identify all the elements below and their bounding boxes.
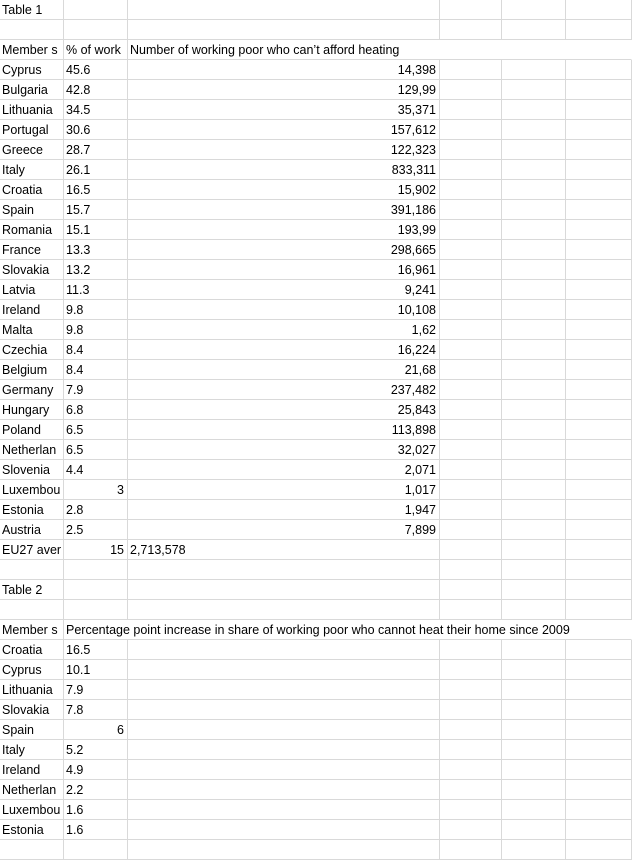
empty-cell[interactable] — [566, 720, 632, 740]
table1-percent-cell[interactable]: 15.1 — [64, 220, 128, 240]
empty-cell[interactable] — [502, 400, 566, 420]
table1-header-number[interactable]: Number of working poor who can’t afford heating — [128, 40, 632, 60]
table1-number-cell[interactable]: 1,017 — [128, 480, 440, 500]
empty-cell[interactable] — [440, 600, 502, 620]
table1-country-cell[interactable]: Greece — [0, 140, 64, 160]
table2-country-cell[interactable]: Ireland — [0, 760, 64, 780]
empty-cell[interactable] — [566, 400, 632, 420]
table1-percent-cell[interactable]: 45.6 — [64, 60, 128, 80]
table1-percent-cell[interactable]: 9.8 — [64, 300, 128, 320]
empty-cell[interactable] — [502, 740, 566, 760]
empty-cell[interactable] — [566, 340, 632, 360]
empty-cell[interactable] — [566, 560, 632, 580]
empty-cell[interactable] — [566, 640, 632, 660]
table1-country-cell[interactable]: Romania — [0, 220, 64, 240]
empty-cell[interactable] — [566, 100, 632, 120]
empty-cell[interactable] — [502, 320, 566, 340]
empty-cell[interactable] — [502, 440, 566, 460]
table1-country-cell[interactable]: Luxembou — [0, 480, 64, 500]
table1-number-cell[interactable]: 113,898 — [128, 420, 440, 440]
table2-country-cell[interactable]: Luxembou — [0, 800, 64, 820]
table1-number-cell[interactable]: 193,99 — [128, 220, 440, 240]
table2-value-cell[interactable]: 2.2 — [64, 780, 128, 800]
table2-value-cell[interactable]: 6 — [64, 720, 128, 740]
table2-value-cell[interactable]: 16.5 — [64, 640, 128, 660]
table1-number-cell[interactable]: 10,108 — [128, 300, 440, 320]
table1-percent-cell[interactable]: 8.4 — [64, 360, 128, 380]
empty-cell[interactable] — [440, 440, 502, 460]
table1-country-cell[interactable]: Estonia — [0, 500, 64, 520]
empty-cell[interactable] — [440, 480, 502, 500]
table1-percent-cell[interactable]: 7.9 — [64, 380, 128, 400]
table1-number-cell[interactable]: 833,311 — [128, 160, 440, 180]
empty-cell[interactable] — [502, 20, 566, 40]
table2-value-cell[interactable]: 7.8 — [64, 700, 128, 720]
empty-cell[interactable] — [0, 560, 64, 580]
table2-value-cell[interactable]: 1.6 — [64, 820, 128, 840]
empty-cell[interactable] — [566, 180, 632, 200]
empty-cell[interactable] — [64, 20, 128, 40]
table1-percent-cell[interactable]: 13.2 — [64, 260, 128, 280]
empty-cell[interactable] — [440, 740, 502, 760]
empty-cell[interactable] — [128, 760, 440, 780]
table1-percent-cell[interactable]: 4.4 — [64, 460, 128, 480]
table1-title[interactable]: Table 1 — [0, 0, 64, 20]
empty-cell[interactable] — [566, 140, 632, 160]
empty-cell[interactable] — [566, 480, 632, 500]
table2-country-cell[interactable]: Lithuania — [0, 680, 64, 700]
table2-header-increase[interactable]: Percentage point increase in share of working poor who cannot heat their home since 2009 — [64, 620, 632, 640]
table1-country-cell[interactable]: Portugal — [0, 120, 64, 140]
table1-percent-cell[interactable]: 26.1 — [64, 160, 128, 180]
empty-cell[interactable] — [440, 380, 502, 400]
empty-cell[interactable] — [502, 680, 566, 700]
table2-value-cell[interactable]: 4.9 — [64, 760, 128, 780]
table1-country-cell[interactable]: France — [0, 240, 64, 260]
empty-cell[interactable] — [502, 300, 566, 320]
table1-number-cell[interactable]: 16,961 — [128, 260, 440, 280]
empty-cell[interactable] — [128, 720, 440, 740]
empty-cell[interactable] — [566, 840, 632, 860]
table1-percent-cell[interactable]: 15.7 — [64, 200, 128, 220]
empty-cell[interactable] — [502, 460, 566, 480]
table1-number-cell[interactable]: 129,99 — [128, 80, 440, 100]
empty-cell[interactable] — [440, 640, 502, 660]
table2-country-cell[interactable]: Estonia — [0, 820, 64, 840]
empty-cell[interactable] — [64, 560, 128, 580]
empty-cell[interactable] — [502, 600, 566, 620]
empty-cell[interactable] — [566, 820, 632, 840]
table1-number-cell[interactable]: 122,323 — [128, 140, 440, 160]
empty-cell[interactable] — [502, 500, 566, 520]
table1-number-cell[interactable]: 2,071 — [128, 460, 440, 480]
empty-cell[interactable] — [502, 660, 566, 680]
table1-country-cell[interactable]: Lithuania — [0, 100, 64, 120]
empty-cell[interactable] — [566, 440, 632, 460]
empty-cell[interactable] — [502, 540, 566, 560]
empty-cell[interactable] — [128, 600, 440, 620]
table1-country-cell[interactable]: Malta — [0, 320, 64, 340]
table1-percent-cell[interactable]: 9.8 — [64, 320, 128, 340]
table1-country-cell[interactable]: Croatia — [0, 180, 64, 200]
empty-cell[interactable] — [440, 660, 502, 680]
empty-cell[interactable] — [502, 760, 566, 780]
table1-percent-cell[interactable]: 13.3 — [64, 240, 128, 260]
empty-cell[interactable] — [566, 280, 632, 300]
empty-cell[interactable] — [566, 380, 632, 400]
empty-cell[interactable] — [502, 100, 566, 120]
table1-percent-cell[interactable]: 6.5 — [64, 440, 128, 460]
empty-cell[interactable] — [440, 540, 502, 560]
empty-cell[interactable] — [566, 200, 632, 220]
table1-header-member[interactable]: Member s — [0, 40, 64, 60]
empty-cell[interactable] — [0, 600, 64, 620]
table2-value-cell[interactable]: 7.9 — [64, 680, 128, 700]
empty-cell[interactable] — [502, 340, 566, 360]
table1-number-cell[interactable]: 14,398 — [128, 60, 440, 80]
empty-cell[interactable] — [440, 400, 502, 420]
table1-percent-cell[interactable]: 34.5 — [64, 100, 128, 120]
empty-cell[interactable] — [566, 420, 632, 440]
empty-cell[interactable] — [502, 520, 566, 540]
empty-cell[interactable] — [440, 80, 502, 100]
table1-country-cell[interactable]: Cyprus — [0, 60, 64, 80]
table1-country-cell[interactable]: Spain — [0, 200, 64, 220]
table2-country-cell[interactable]: Netherlan — [0, 780, 64, 800]
table2-title[interactable]: Table 2 — [0, 580, 64, 600]
table2-header-member[interactable]: Member s — [0, 620, 64, 640]
empty-cell[interactable] — [440, 300, 502, 320]
empty-cell[interactable] — [440, 720, 502, 740]
empty-cell[interactable] — [440, 460, 502, 480]
table1-country-cell[interactable]: Germany — [0, 380, 64, 400]
empty-cell[interactable] — [502, 200, 566, 220]
table2-value-cell[interactable]: 10.1 — [64, 660, 128, 680]
empty-cell[interactable] — [502, 80, 566, 100]
table1-percent-cell[interactable]: 6.5 — [64, 420, 128, 440]
empty-cell[interactable] — [440, 520, 502, 540]
empty-cell[interactable] — [566, 60, 632, 80]
empty-cell[interactable] — [440, 140, 502, 160]
empty-cell[interactable] — [440, 360, 502, 380]
empty-cell[interactable] — [502, 180, 566, 200]
empty-cell[interactable] — [440, 680, 502, 700]
empty-cell[interactable] — [128, 660, 440, 680]
empty-cell[interactable] — [566, 120, 632, 140]
table1-country-cell[interactable]: Slovakia — [0, 260, 64, 280]
empty-cell[interactable] — [440, 180, 502, 200]
empty-cell[interactable] — [566, 300, 632, 320]
empty-cell[interactable] — [128, 780, 440, 800]
empty-cell[interactable] — [440, 280, 502, 300]
empty-cell[interactable] — [440, 800, 502, 820]
table1-number-cell[interactable]: 298,665 — [128, 240, 440, 260]
empty-cell[interactable] — [566, 700, 632, 720]
empty-cell[interactable] — [566, 0, 632, 20]
empty-cell[interactable] — [440, 820, 502, 840]
empty-cell[interactable] — [502, 60, 566, 80]
table2-country-cell[interactable]: Cyprus — [0, 660, 64, 680]
empty-cell[interactable] — [440, 420, 502, 440]
empty-cell[interactable] — [502, 560, 566, 580]
empty-cell[interactable] — [502, 820, 566, 840]
empty-cell[interactable] — [566, 600, 632, 620]
empty-cell[interactable] — [566, 740, 632, 760]
empty-cell[interactable] — [128, 0, 440, 20]
empty-cell[interactable] — [502, 280, 566, 300]
table2-value-cell[interactable]: 5.2 — [64, 740, 128, 760]
empty-cell[interactable] — [502, 780, 566, 800]
table1-number-cell[interactable]: 32,027 — [128, 440, 440, 460]
empty-cell[interactable] — [502, 720, 566, 740]
table1-percent-cell[interactable]: 16.5 — [64, 180, 128, 200]
empty-cell[interactable] — [440, 60, 502, 80]
empty-cell[interactable] — [128, 800, 440, 820]
empty-cell[interactable] — [502, 360, 566, 380]
empty-cell[interactable] — [64, 840, 128, 860]
empty-cell[interactable] — [566, 800, 632, 820]
table1-percent-cell[interactable]: 2.8 — [64, 500, 128, 520]
table1-country-cell[interactable]: Ireland — [0, 300, 64, 320]
empty-cell[interactable] — [128, 560, 440, 580]
table1-number-cell[interactable]: 237,482 — [128, 380, 440, 400]
table1-country-cell[interactable]: Slovenia — [0, 460, 64, 480]
table1-country-cell[interactable]: Netherlan — [0, 440, 64, 460]
table1-number-cell[interactable]: 16,224 — [128, 340, 440, 360]
table1-number-cell[interactable]: 7,899 — [128, 520, 440, 540]
empty-cell[interactable] — [64, 600, 128, 620]
empty-cell[interactable] — [440, 120, 502, 140]
empty-cell[interactable] — [440, 240, 502, 260]
empty-cell[interactable] — [440, 580, 502, 600]
table1-country-cell[interactable]: Belgium — [0, 360, 64, 380]
empty-cell[interactable] — [0, 20, 64, 40]
empty-cell[interactable] — [566, 540, 632, 560]
table1-number-cell[interactable]: 35,371 — [128, 100, 440, 120]
empty-cell[interactable] — [566, 160, 632, 180]
table1-average-label[interactable]: EU27 aver — [0, 540, 64, 560]
table1-number-cell[interactable]: 391,186 — [128, 200, 440, 220]
table1-percent-cell[interactable]: 8.4 — [64, 340, 128, 360]
table1-percent-cell[interactable]: 30.6 — [64, 120, 128, 140]
empty-cell[interactable] — [566, 220, 632, 240]
empty-cell[interactable] — [566, 20, 632, 40]
empty-cell[interactable] — [502, 800, 566, 820]
table1-number-cell[interactable]: 25,843 — [128, 400, 440, 420]
table1-number-cell[interactable]: 21,68 — [128, 360, 440, 380]
empty-cell[interactable] — [128, 700, 440, 720]
empty-cell[interactable] — [440, 20, 502, 40]
empty-cell[interactable] — [502, 700, 566, 720]
empty-cell[interactable] — [502, 220, 566, 240]
table1-percent-cell[interactable]: 11.3 — [64, 280, 128, 300]
empty-cell[interactable] — [440, 100, 502, 120]
empty-cell[interactable] — [440, 200, 502, 220]
empty-cell[interactable] — [440, 260, 502, 280]
empty-cell[interactable] — [440, 760, 502, 780]
table2-value-cell[interactable]: 1.6 — [64, 800, 128, 820]
table1-percent-cell[interactable]: 2.5 — [64, 520, 128, 540]
empty-cell[interactable] — [502, 140, 566, 160]
empty-cell[interactable] — [566, 780, 632, 800]
empty-cell[interactable] — [502, 380, 566, 400]
empty-cell[interactable] — [566, 680, 632, 700]
empty-cell[interactable] — [502, 240, 566, 260]
empty-cell[interactable] — [128, 580, 440, 600]
empty-cell[interactable] — [128, 740, 440, 760]
table2-country-cell[interactable]: Italy — [0, 740, 64, 760]
table1-number-cell[interactable]: 15,902 — [128, 180, 440, 200]
empty-cell[interactable] — [502, 420, 566, 440]
empty-cell[interactable] — [128, 680, 440, 700]
table1-number-cell[interactable]: 9,241 — [128, 280, 440, 300]
table1-average-percent[interactable]: 15 — [64, 540, 128, 560]
empty-cell[interactable] — [566, 460, 632, 480]
empty-cell[interactable] — [502, 840, 566, 860]
empty-cell[interactable] — [440, 500, 502, 520]
empty-cell[interactable] — [502, 160, 566, 180]
table1-average-number[interactable]: 2,713,578 — [128, 540, 440, 560]
empty-cell[interactable] — [64, 580, 128, 600]
empty-cell[interactable] — [566, 500, 632, 520]
empty-cell[interactable] — [566, 240, 632, 260]
empty-cell[interactable] — [128, 840, 440, 860]
table2-country-cell[interactable]: Spain — [0, 720, 64, 740]
empty-cell[interactable] — [64, 0, 128, 20]
empty-cell[interactable] — [440, 220, 502, 240]
table1-percent-cell[interactable]: 6.8 — [64, 400, 128, 420]
table1-country-cell[interactable]: Italy — [0, 160, 64, 180]
empty-cell[interactable] — [566, 580, 632, 600]
empty-cell[interactable] — [440, 840, 502, 860]
empty-cell[interactable] — [440, 160, 502, 180]
table1-country-cell[interactable]: Poland — [0, 420, 64, 440]
table1-percent-cell[interactable]: 28.7 — [64, 140, 128, 160]
table1-country-cell[interactable]: Latvia — [0, 280, 64, 300]
table1-percent-cell[interactable]: 3 — [64, 480, 128, 500]
empty-cell[interactable] — [566, 260, 632, 280]
table1-country-cell[interactable]: Hungary — [0, 400, 64, 420]
table1-country-cell[interactable]: Austria — [0, 520, 64, 540]
table1-country-cell[interactable]: Czechia — [0, 340, 64, 360]
empty-cell[interactable] — [502, 0, 566, 20]
empty-cell[interactable] — [440, 320, 502, 340]
table2-country-cell[interactable]: Croatia — [0, 640, 64, 660]
table2-country-cell[interactable]: Slovakia — [0, 700, 64, 720]
empty-cell[interactable] — [566, 80, 632, 100]
empty-cell[interactable] — [566, 520, 632, 540]
empty-cell[interactable] — [440, 340, 502, 360]
empty-cell[interactable] — [502, 640, 566, 660]
table1-country-cell[interactable]: Bulgaria — [0, 80, 64, 100]
empty-cell[interactable] — [440, 0, 502, 20]
empty-cell[interactable] — [566, 320, 632, 340]
empty-cell[interactable] — [502, 580, 566, 600]
table1-number-cell[interactable]: 1,62 — [128, 320, 440, 340]
empty-cell[interactable] — [0, 840, 64, 860]
empty-cell[interactable] — [566, 760, 632, 780]
empty-cell[interactable] — [440, 560, 502, 580]
empty-cell[interactable] — [502, 480, 566, 500]
empty-cell[interactable] — [502, 260, 566, 280]
table1-number-cell[interactable]: 157,612 — [128, 120, 440, 140]
table1-number-cell[interactable]: 1,947 — [128, 500, 440, 520]
empty-cell[interactable] — [440, 700, 502, 720]
table1-percent-cell[interactable]: 42.8 — [64, 80, 128, 100]
empty-cell[interactable] — [440, 780, 502, 800]
empty-cell[interactable] — [566, 360, 632, 380]
table1-header-percent[interactable]: % of work — [64, 40, 128, 60]
empty-cell[interactable] — [128, 20, 440, 40]
empty-cell[interactable] — [128, 640, 440, 660]
empty-cell[interactable] — [128, 820, 440, 840]
empty-cell[interactable] — [502, 120, 566, 140]
empty-cell[interactable] — [566, 660, 632, 680]
